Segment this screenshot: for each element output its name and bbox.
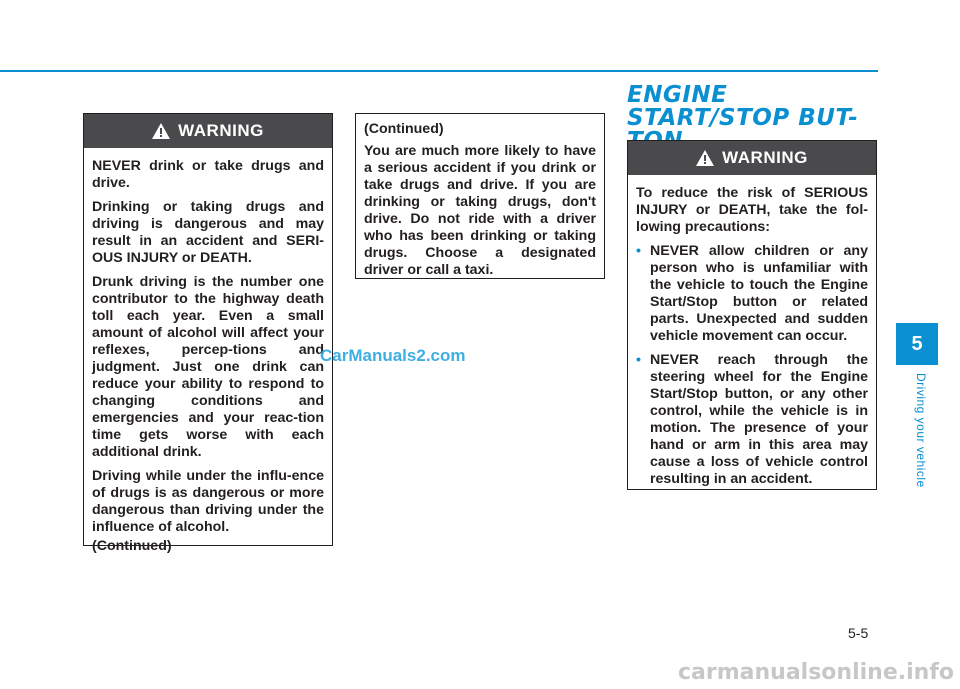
warning-paragraph: Drinking or taking drugs and driving is dangerous and may result in an accident and SERI-OUS INJURY or DEATH. <box>92 199 324 266</box>
warning-intro: To reduce the risk of SERIOUS INJURY or DEATH, take the fol-lowing precautions: <box>636 185 868 235</box>
warning-header <box>84 114 332 148</box>
footer-watermark: carmanualsonline.info <box>678 660 954 685</box>
chapter-label: Driving your vehicle <box>914 373 928 488</box>
chapter-tab[interactable]: 5 <box>896 323 938 365</box>
warning-heading: WARNING <box>722 148 808 167</box>
warning-paragraph: NEVER drink or take drugs and drive. <box>92 158 324 191</box>
list-item: • NEVER allow children or any person who is unfamiliar with the vehicle to touch the Engine Start/Stop button or related parts. Unexpected and sudden vehicle movement can occur. <box>636 243 868 345</box>
warning-paragraph: Driving while under the influ-ence of drugs is as dangerous or more dangerous than driving under the influence of alcohol. <box>92 468 324 535</box>
warning-box-start-stop <box>627 140 877 490</box>
list-item: • NEVER reach through the steering wheel for the Engine Start/Stop button, or any other control, while the vehicle is in motion. The presence of your hand or arm in this area may cause a loss of vehicle control resulting in an accident. <box>636 352 868 488</box>
watermark: CarManuals2.com <box>320 346 466 365</box>
continued-text: You are much more likely to have a serious accident if you drink or take drugs and drive. If you are drinking or taking drugs, don't drive. Do not ride with a driver who has been drinking or taking drugs. Choose a designated driver or call a taxi. <box>364 143 596 278</box>
header-rule <box>0 70 878 72</box>
continued-box <box>355 113 605 279</box>
warning-bullet-list <box>636 243 868 488</box>
warning-paragraph: Drunk driving is the number one contributor to the highway death toll each year. Even a small amount of alcohol will affect your reflexes, percep-tions and judgment. Just one drink can reduce your ability to respond to changing conditions and emergencies and your reac-tion time gets worse with each additional drink. <box>92 274 324 460</box>
page-number: 5-5 <box>848 625 869 641</box>
warning-triangle-icon <box>696 150 714 166</box>
warning-header <box>628 141 876 175</box>
warning-triangle-icon <box>152 123 170 139</box>
continued-label: (Continued) <box>92 538 172 554</box>
section-title-line: ENGINE START/STOP BUT- <box>627 82 859 131</box>
warning-box-drink-drugs <box>83 113 333 554</box>
warning-heading: WARNING <box>178 121 264 140</box>
continued-heading: (Continued) <box>364 121 444 137</box>
